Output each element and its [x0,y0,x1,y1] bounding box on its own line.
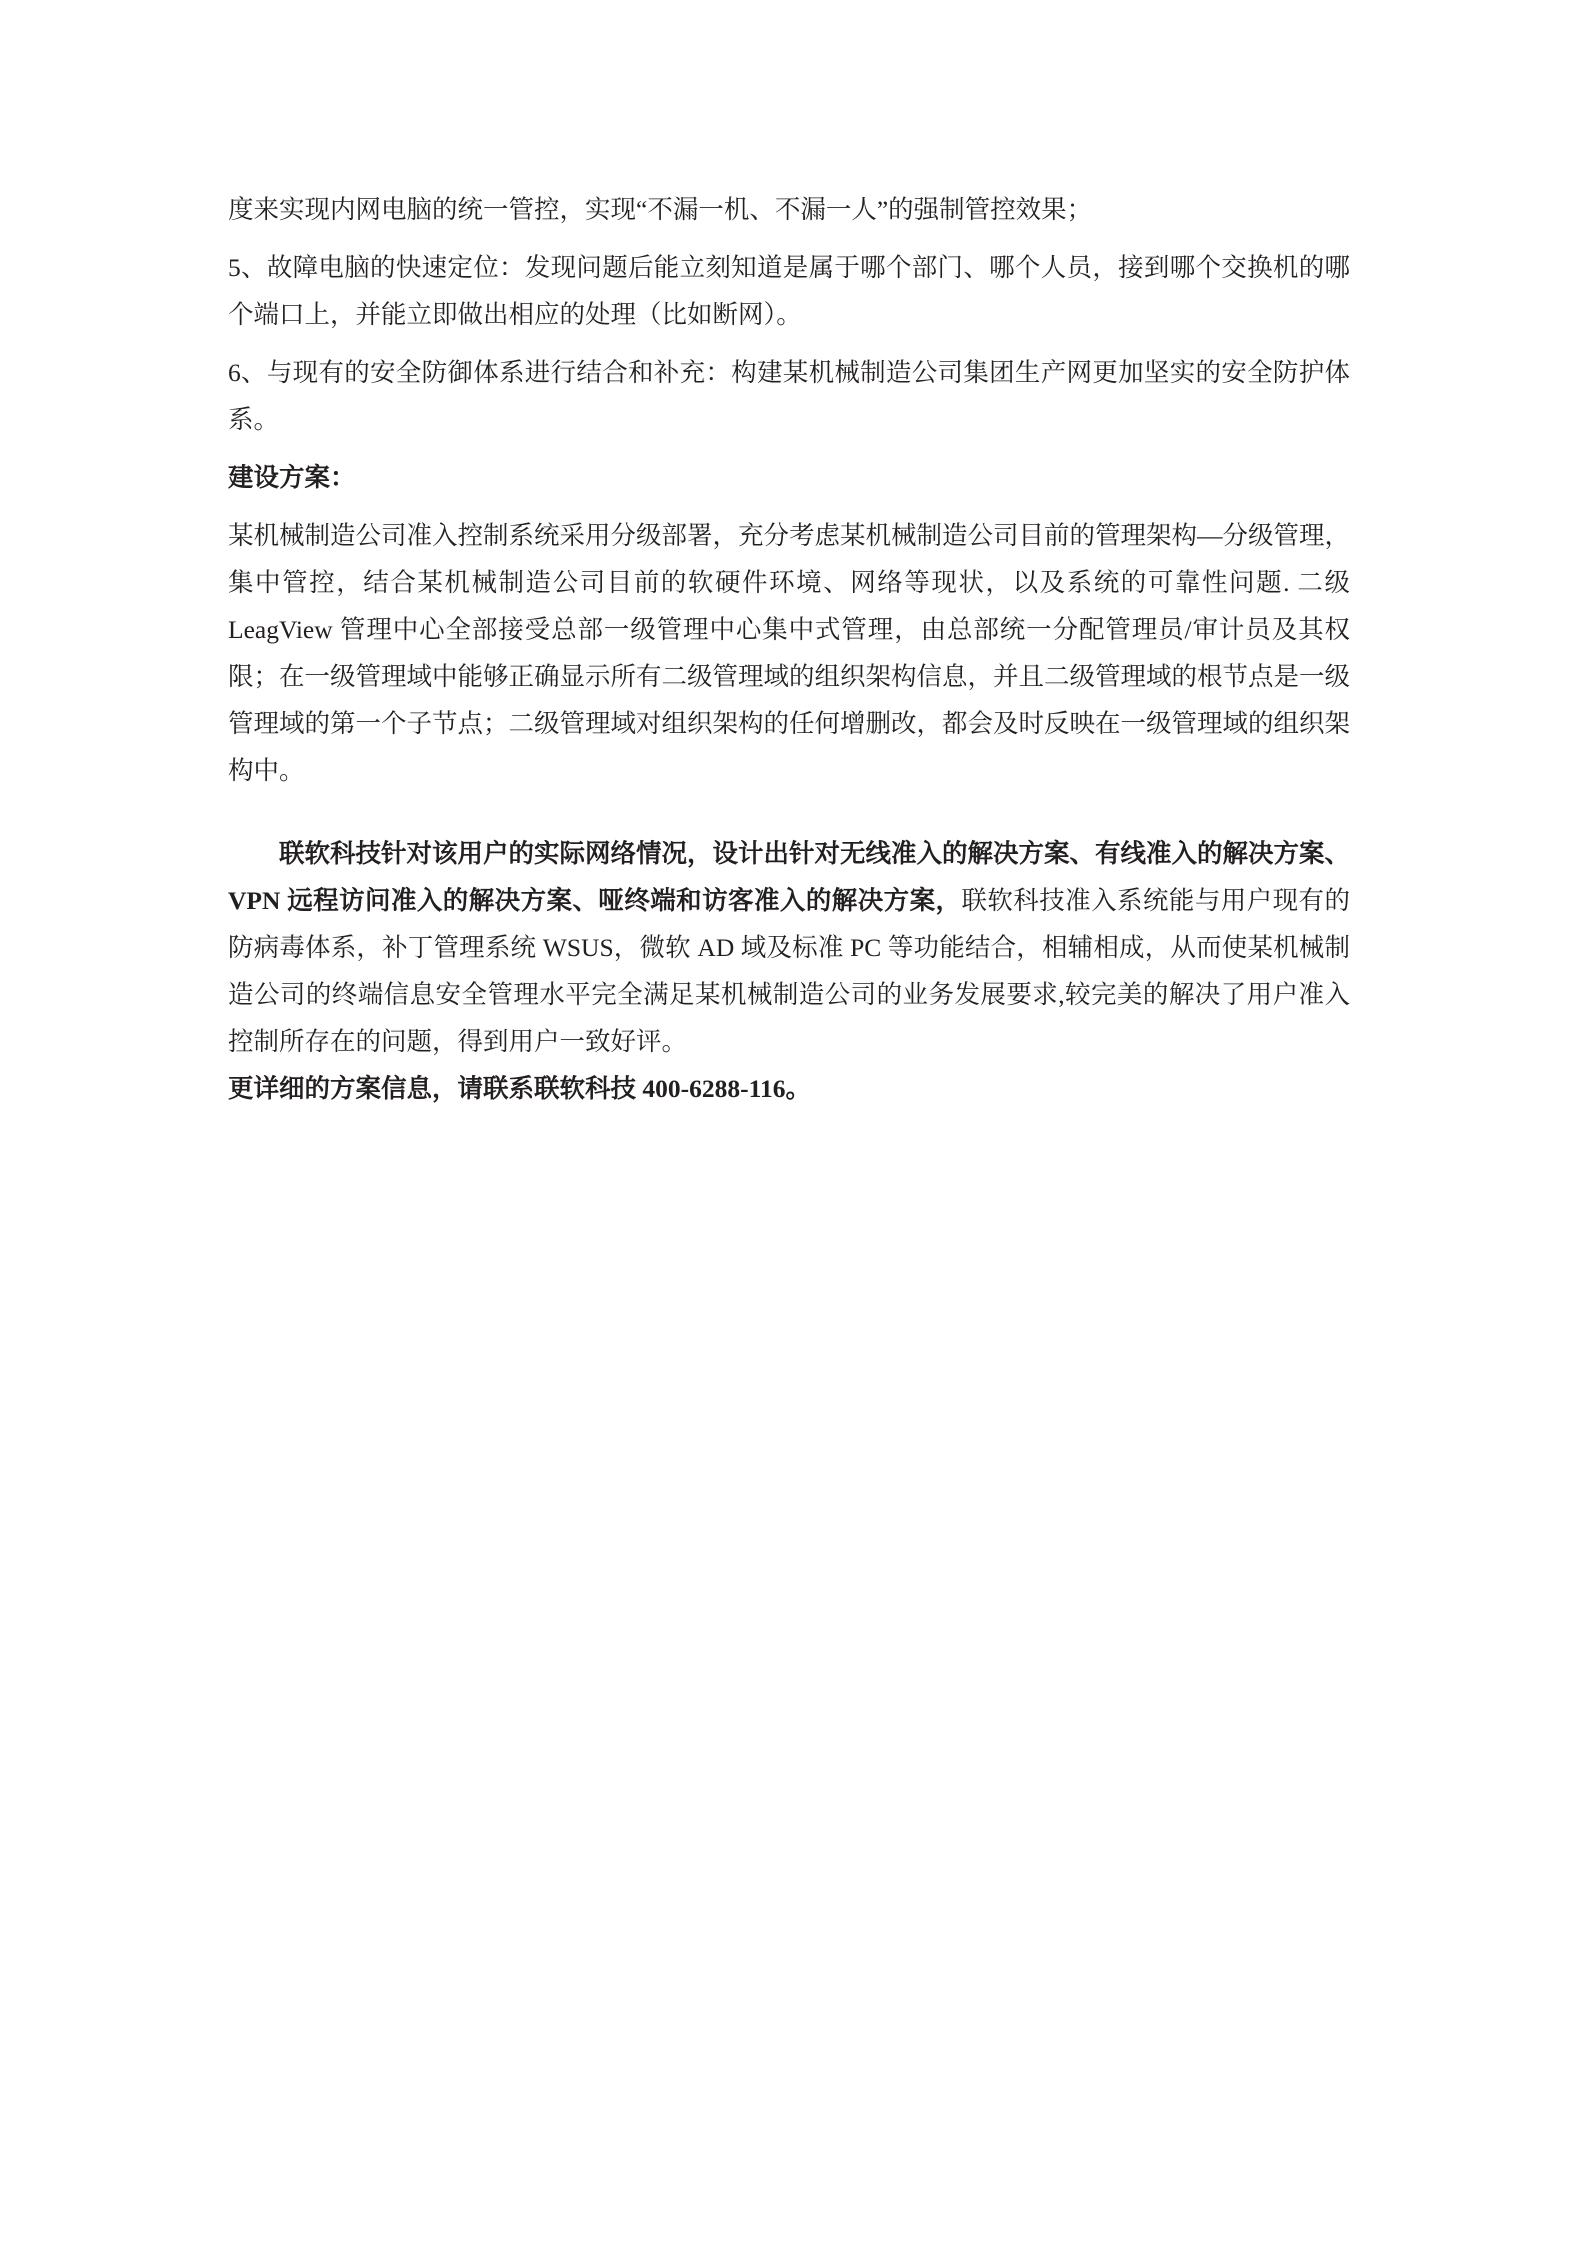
heading-construction-plan: 建设方案： [228,463,356,492]
paragraph-spacer [228,794,1350,830]
paragraph-summary-lead: 联软科技针对该用户的实际网络情况，设计出针对无线准入的解决方案、有线准入的解决方案、VPN 远程访问准入的解决方案、哑终端和访客准入的解决方案， [228,839,1351,915]
paragraph-item-5: 5、故障电脑的快速定位：发现问题后能立刻知道是属于哪个部门、哪个人员，接到哪个交换机的哪个端口上，并能立即做出相应的处理（比如断网）。 [228,253,1350,329]
paragraph-summary-rest: 联软科技准入系统能与用户现有的防病毒体系，补丁管理系统 WSUS，微软 AD 域及标准 PC 等功能结合，相辅相成，从而使某机械制造公司的终端信息安全管理水平完全满足某机械制造公司的业务发展要求,较完美的解决了用户准入控制所存在的问题，得到用户一致好评。 [228,886,1350,1056]
paragraph-contact: 更详细的方案信息，请联系联软科技 400-6288-116。 [228,1074,811,1103]
paragraph-continued-line: 度来实现内网电脑的统一管控，实现“不漏一机、不漏一人”的强制管控效果； [228,195,1093,224]
document-body [228,186,1350,1112]
paragraph-item-6: 6、与现有的安全防御体系进行结合和补充：构建某机械制造公司集团生产网更加坚实的安全防护体系。 [228,358,1350,434]
paragraph-summary [228,830,1350,1065]
paragraph-plan-body: 某机械制造公司准入控制系统采用分级部署，充分考虑某机械制造公司目前的管理架构—分级管理，集中管控，结合某机械制造公司目前的软硬件环境、网络等现状，以及系统的可靠性问题. 二级 LeagView 管理中心全部接受总部一级管理中心集中式管理，由总部统一分配管理员/审计员及其权限；在一级管理域中能够正确显示所有二级管理域的组织架构信息，并且二级管理域的根节点是一级管理域的第一个子节点；二级管理域对组织架构的任何增删改，都会及时反映在一级管理域的组织架构中。 [228,521,1351,785]
